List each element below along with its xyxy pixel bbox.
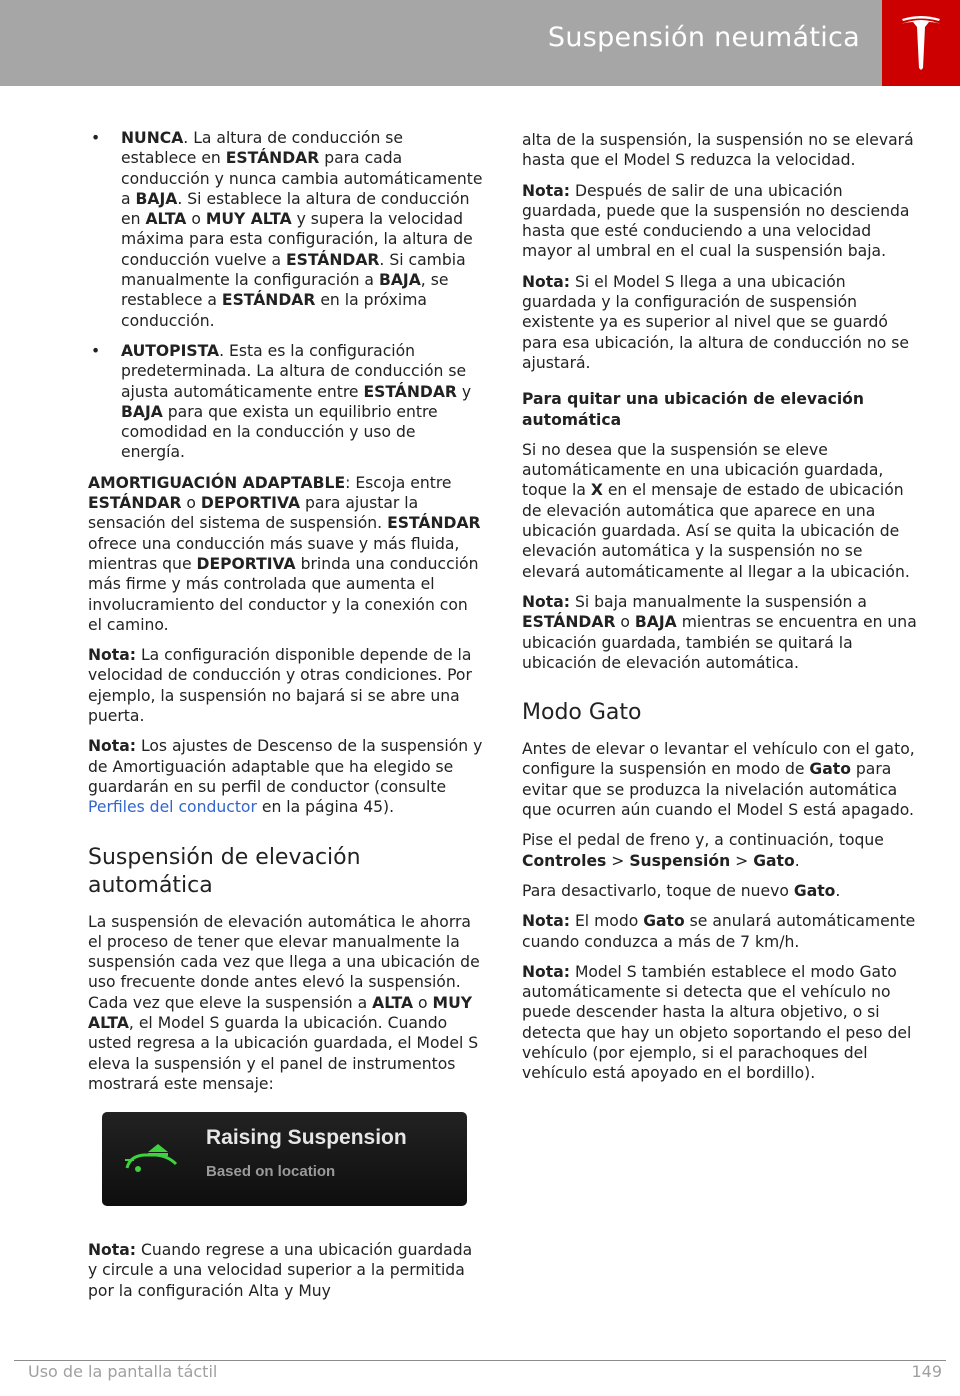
option-description	[121, 129, 482, 330]
jack-mode-disable	[522, 881, 920, 901]
bold-term: BAJA	[634, 613, 677, 632]
text-run: en la próxima conducción.	[121, 291, 427, 330]
left-column	[88, 128, 483, 1311]
footer-divider	[14, 1360, 946, 1361]
section-heading-auto-raise: Suspensión de elevación automática	[88, 844, 361, 898]
bold-term: MUY ALTA	[88, 993, 473, 1032]
brand-logo-box	[882, 0, 960, 86]
text-run: , el Model S guarda la ubicación. Cuando usted regresa a la ubicación guardada, el Model S eleva la suspensión y el panel de instrumentos mostrará este mensaje:	[88, 1013, 479, 1093]
bold-term: ESTÁNDAR	[88, 494, 182, 513]
bold-term: BAJA	[121, 402, 163, 421]
ride-height-options	[88, 128, 483, 463]
bold-term: ESTÁNDAR	[225, 149, 320, 168]
bold-term: Nota:	[522, 592, 570, 611]
text-run: para evitar que se produzca la nivelación automática que ocurren aún cuando el Model S está apagado.	[522, 760, 914, 820]
text-run: Si no desea que la suspensión se eleve automáticamente en una ubicación guardada, toque la	[522, 440, 884, 500]
text-run: : Escoja entre	[345, 473, 452, 492]
banner-subtitle: Based on location	[206, 1163, 336, 1181]
note-paragraph	[522, 592, 920, 673]
page-title: Suspensión neumática	[547, 22, 860, 53]
option-term: AUTOPISTA	[121, 341, 220, 360]
text-run: Los ajustes de Descenso de la suspensión y de Amortiguación adaptable que ha elegido se guardarán en su perfil de conductor (consulte	[88, 737, 483, 796]
bold-term: ESTÁNDAR	[221, 291, 316, 310]
remove-location-paragraph	[522, 440, 920, 582]
subheading-remove-location: Para quitar una ubicación de elevación automática	[522, 390, 864, 429]
bold-term: Gato	[809, 760, 851, 779]
text-run: para cada conducción y nunca cambia automáticamente a	[121, 149, 483, 208]
text-run: Model S también establece el modo Gato automáticamente si detecta que el vehículo no puede descender hasta la altura objetivo, o si detecta que hay un objeto soportando el peso del vehículo (por ejemplo, si el parachoques del vehículo está apoyado en el bordillo).	[522, 962, 912, 1083]
note-paragraph	[522, 911, 920, 952]
note-paragraph	[522, 962, 920, 1084]
bold-term: Nota:	[88, 1241, 136, 1260]
raising-suspension-banner	[102, 1112, 467, 1206]
text-run: El modo	[569, 912, 644, 931]
text-run: La configuración disponible depende de la velocidad de conducción y otras condiciones. Por ejemplo, la suspensión no bajará si se abre una puerta.	[88, 646, 472, 726]
bold-term: DEPORTIVA	[200, 494, 301, 513]
bold-term: ALTA	[145, 210, 187, 229]
text-run: mientras se encuentra en una ubicación guardada, también se quitará la ubicación de elevación automática.	[522, 613, 917, 672]
bold-term: ALTA	[372, 993, 414, 1012]
bold-term: ESTÁNDAR	[387, 514, 481, 533]
text-run: para que exista un equilibrio entre comodidad en la conducción y uso de energía.	[121, 402, 438, 462]
text-run: Cuando regrese a una ubicación guardada y circule a una velocidad superior a la permitida por la configuración Alta y Muy	[88, 1241, 473, 1300]
text-run: , se restablece a	[121, 271, 449, 310]
bold-term: Gato	[643, 912, 685, 931]
bold-term: BAJA	[135, 189, 178, 208]
note-paragraph	[88, 1240, 483, 1301]
text-run: Para desactivarlo, toque de nuevo	[522, 881, 794, 900]
car-raise-icon	[124, 1144, 180, 1174]
bold-term: Nota:	[88, 646, 136, 665]
bold-term: MUY ALTA	[205, 210, 292, 229]
bold-term: DEPORTIVA	[196, 554, 296, 573]
bold-term: Nota:	[522, 181, 570, 200]
bold-term: Suspensión	[629, 851, 731, 870]
text-run: o	[413, 993, 433, 1012]
text-run: . Si cambia manualmente la configuración a	[121, 250, 466, 290]
continued-paragraph	[522, 130, 920, 171]
list-item	[88, 128, 483, 331]
option-term: NUNCA	[121, 129, 184, 147]
text-run: o	[615, 613, 635, 632]
bold-term: ESTÁNDAR	[363, 382, 457, 401]
text-run: Pise el pedal de freno y, a continuación, toque	[522, 831, 884, 850]
text-run: se anulará automáticamente cuando conduzca a más de 7 km/h.	[522, 912, 916, 951]
note-paragraph	[522, 272, 920, 373]
list-item	[88, 341, 483, 463]
note-paragraph	[88, 645, 483, 726]
bold-term: Nota:	[522, 962, 570, 981]
auto-raise-paragraph	[88, 912, 483, 1095]
text-run: alta de la suspensión, la suspensión no se elevará hasta que el Model S reduzca la velocidad.	[522, 131, 914, 170]
text-run: y	[456, 382, 472, 401]
text-run: Antes de elevar o levantar el vehículo con el gato, configure la suspensión en modo de	[522, 740, 915, 779]
section-heading-jack-mode: Modo Gato	[522, 700, 642, 726]
page-header	[0, 0, 960, 86]
note-paragraph	[88, 736, 483, 817]
text-run: .	[835, 881, 841, 900]
text-run: >	[606, 851, 630, 870]
text-run: o	[186, 210, 206, 229]
footer-section-name: Uso de la pantalla táctil	[28, 1362, 218, 1381]
note-paragraph	[522, 181, 920, 262]
text-run: y supera la velocidad máxima para esta configuración, la altura de conducción vuelve a	[121, 210, 473, 269]
text-run: . Si establece la altura de conducción en	[121, 189, 470, 229]
adaptive-damping-paragraph	[88, 473, 483, 635]
bold-term: ESTÁNDAR	[522, 613, 616, 632]
text-run: Después de salir de una ubicación guardada, puede que la suspensión no descienda hasta que esté conduciendo a una velocidad mayor al umbral en el cual la suspensión baja.	[522, 181, 910, 261]
text-run: La suspensión de elevación automática le ahorra el proceso de tener que elevar manualmente la suspensión cada vez que llega a una ubicación de uso frecuente donde antes elevó la suspensión. Cada vez que eleve la suspensión a	[88, 912, 480, 1012]
bold-term: Nota:	[522, 272, 570, 291]
bold-term: Nota:	[522, 912, 570, 931]
bold-term: Nota:	[88, 737, 136, 756]
bold-term: AMORTIGUACIÓN ADAPTABLE	[88, 473, 346, 492]
text-run: . Esta es la configuración predeterminada. La altura de conducción se ajusta automáticamente entre	[121, 341, 467, 401]
text-run: para ajustar la sensación del sistema de suspensión.	[88, 494, 419, 533]
bold-term: Gato	[753, 851, 795, 870]
text-run: Si el Model S llega a una ubicación guardada y la configuración de suspensión existente ya es superior al nivel que se guardó para esa ubicación, la altura de conducción no se ajustará.	[522, 272, 909, 372]
bold-term: X	[590, 481, 603, 500]
page-number: 149	[911, 1362, 942, 1381]
tesla-logo-icon	[896, 16, 946, 70]
text-run: Si baja manualmente la suspensión a	[569, 592, 867, 611]
bold-term: Gato	[793, 881, 836, 900]
bold-term: ESTÁNDAR	[285, 250, 380, 269]
text-run: . La altura de conducción se establece en	[121, 129, 404, 168]
banner-title: Raising Suspension	[206, 1126, 407, 1150]
text-run: o	[181, 494, 201, 513]
text-run: en la página 45).	[256, 798, 395, 817]
jack-mode-steps	[522, 830, 920, 871]
text-run: ofrece una conducción más suave y más fluida, mientras que	[88, 534, 460, 573]
text-run: .	[794, 851, 800, 870]
text-run: en el mensaje de estado de ubicación de elevación automática que aparece en una ubicación guardada. Así se quita la ubicación de elevación automática y la suspensión no se elevará automáticamente al llegar a la ubicación.	[522, 481, 910, 581]
cross-reference-link[interactable]: Perfiles del conductor	[88, 798, 257, 817]
bold-term: BAJA	[378, 271, 421, 290]
text-run: >	[730, 851, 754, 870]
text-run: brinda una conducción más firme y más controlada que aumenta el involucramiento del conductor y la conexión con el camino.	[88, 554, 479, 634]
right-column	[522, 130, 920, 1094]
bold-term: Controles	[522, 851, 607, 870]
jack-mode-paragraph	[522, 739, 920, 820]
